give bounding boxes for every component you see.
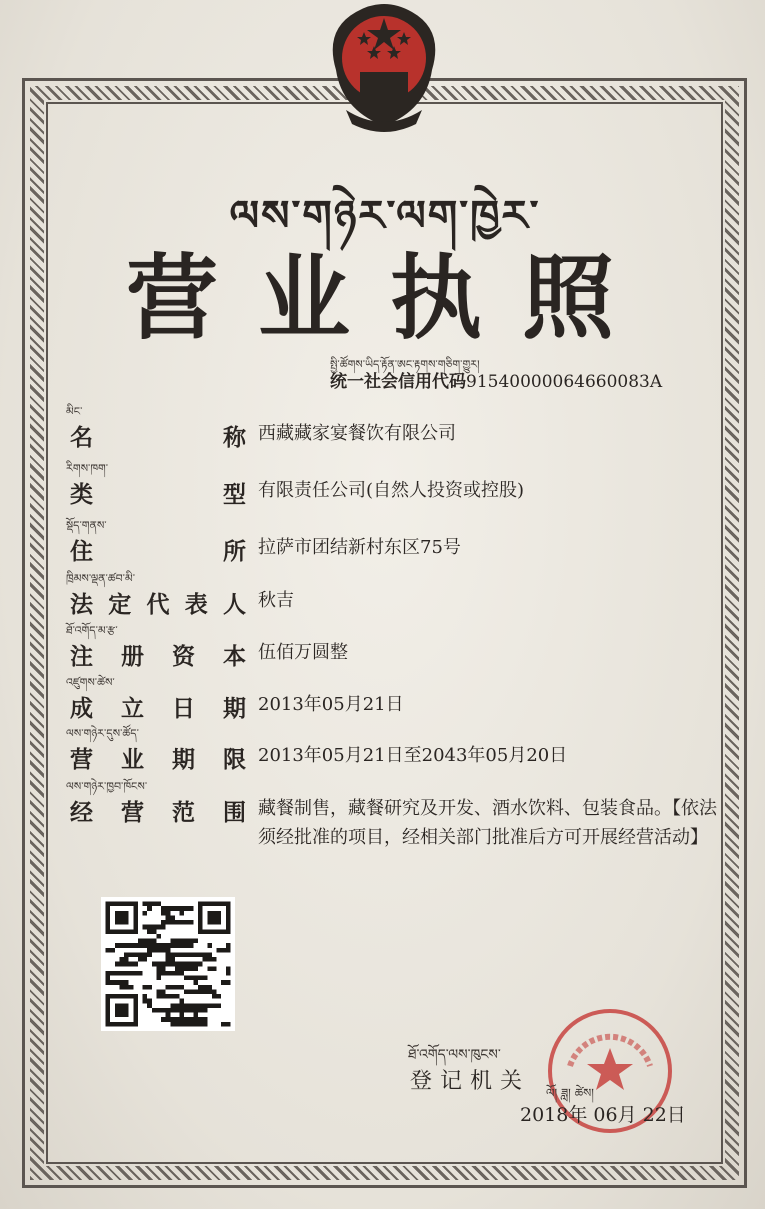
field-address	[64, 519, 724, 566]
field-capital	[64, 624, 724, 671]
field-value: 2013年05月21日	[258, 694, 404, 715]
field-value: 西藏藏家宴餐饮有限公司	[258, 423, 456, 444]
credit-code-tibetan: སྤྱི་ཚོགས་ཡིད་རྟོན་ཨང་རྟགས་གཅིག་གྱུར།	[330, 358, 480, 371]
field-tibetan: འཛུགས་ཚེས་	[66, 676, 115, 689]
credit-code-value: 91540000064660083A	[466, 372, 663, 392]
field-label: 注 册 资 本	[70, 643, 246, 670]
registration-date: 2018年 06月 22日	[520, 1104, 686, 1126]
field-label: 住 所	[70, 538, 246, 565]
field-tibetan: ཁྲིམས་ལྡན་ཚབ་མི་	[66, 572, 136, 585]
field-label: 法 定 代 表 人	[70, 591, 246, 618]
field-tibetan: མིང་	[66, 405, 83, 418]
field-value: 藏餐制售，藏餐研究及开发、酒水饮料、包装食品。【依法须经批准的项目，经相关部门批准后方可开展经营活动】	[258, 798, 717, 848]
field-tibetan: རིགས་ཁག་	[66, 462, 109, 475]
field-tibetan: ཐོ་འགོད་མ་རྩ་	[66, 624, 118, 637]
credit-code	[330, 367, 662, 392]
credit-code-label: 统一社会信用代码	[330, 372, 466, 392]
field-value: 拉萨市团结新村东区75号	[258, 537, 461, 558]
qr-code[interactable]	[101, 897, 235, 1031]
page-title: 营业执照	[125, 244, 654, 352]
field-label: 成 立 日 期	[70, 695, 246, 722]
field-value: 2013年05月21日至2043年05月20日	[258, 745, 568, 766]
field-name	[64, 405, 724, 452]
field-legal-rep	[64, 572, 724, 619]
date-tibetan: ལོ། ཟླ། ཚེས།	[546, 1086, 594, 1100]
field-tibetan: སྡོད་གནས་	[66, 519, 107, 532]
field-tibetan: ལས་གཉེར་ཁྱབ་ཁོངས་	[66, 780, 148, 793]
field-value: 伍佰万圆整	[258, 642, 348, 663]
field-type	[64, 462, 724, 509]
registration-authority-label: 登记机关	[410, 1069, 531, 1094]
field-term	[64, 727, 724, 774]
field-tibetan: ལས་གཉེར་དུས་ཚོད་	[66, 727, 139, 740]
field-label: 类 型	[70, 481, 246, 508]
field-label: 名 称	[70, 424, 246, 451]
registration-tibetan: ཐོ་འགོད་ལས་ཁུངས་	[408, 1047, 501, 1063]
field-label: 营 业 期 限	[70, 746, 246, 773]
national-emblem-icon	[316, 0, 452, 140]
field-value: 秋吉	[258, 590, 294, 611]
field-founded	[64, 676, 724, 723]
field-scope	[64, 780, 724, 852]
tibetan-title: ལས་གཉེར་ལག་ཁྱེར་	[229, 191, 541, 240]
field-label: 经 营 范 围	[70, 799, 246, 826]
field-value: 有限责任公司(自然人投资或控股)	[258, 480, 525, 501]
